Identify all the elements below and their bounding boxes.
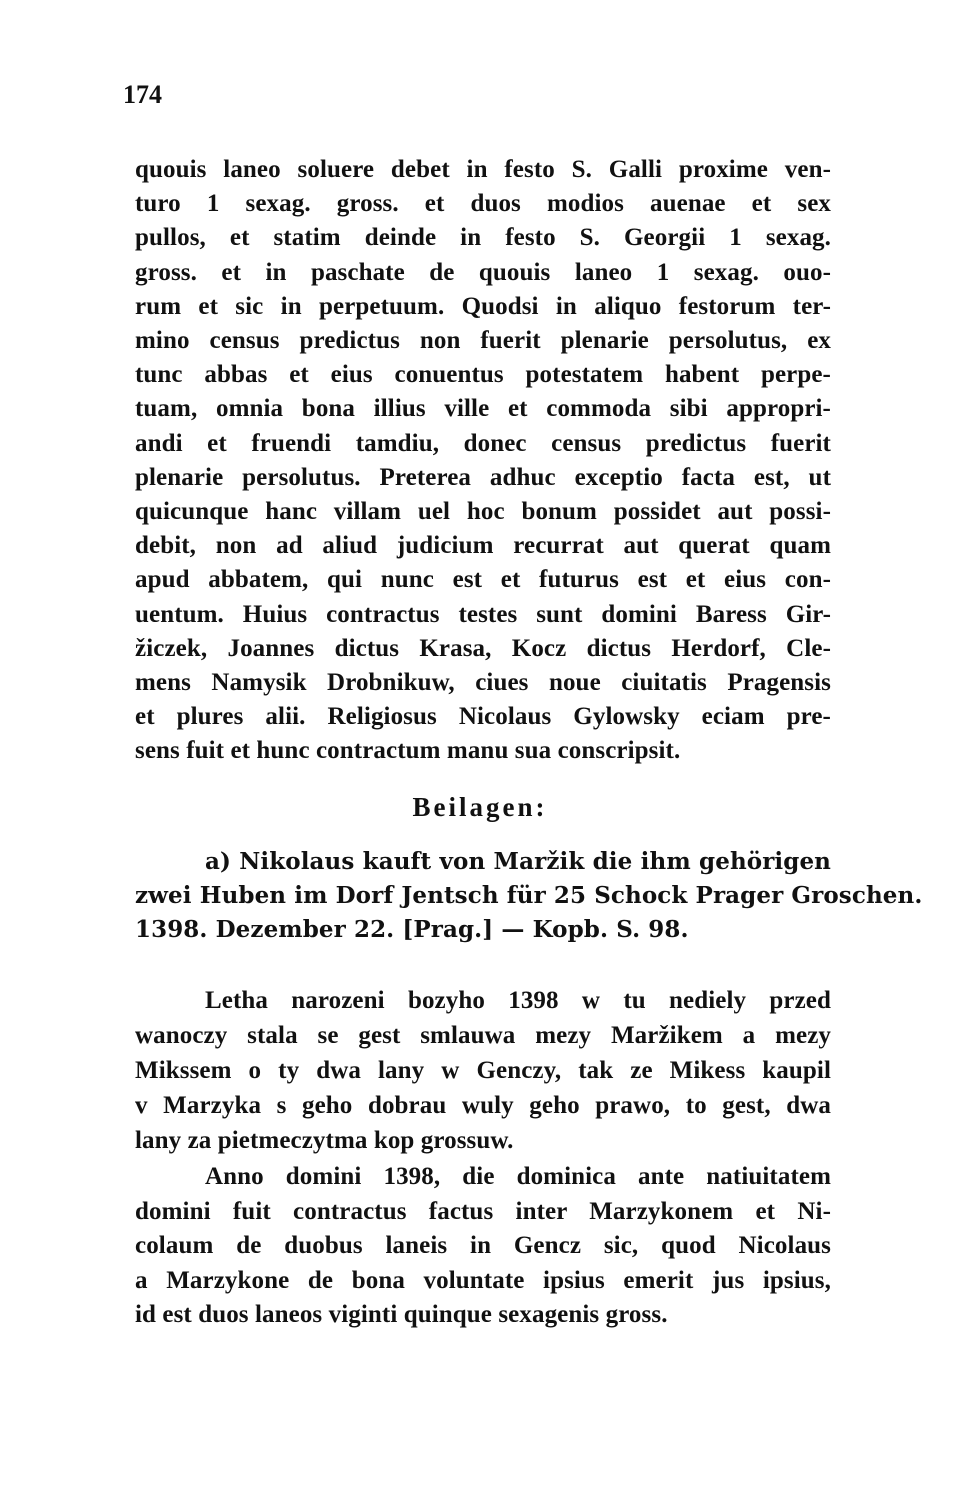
text-line: quouis laneo soluere debet in festo S. Galli proxime ven- — [135, 156, 831, 183]
text-line: andi et fruendi tamdiu, donec census predictus fuerit — [135, 429, 831, 457]
text-line: v Marzyka s geho dobrau wuly geho prawo, to gest, dwa — [135, 1092, 831, 1119]
text-line: tuam, omnia bona illius ville et commoda sibi appropri- — [135, 395, 831, 423]
text-line: gross. et in paschate de quouis laneo 1 sexag. ouo- — [135, 258, 831, 286]
text-line: lany za pietmeczytma kop grossuw. — [135, 1127, 514, 1154]
text-line: rum et sic in perpetuum. Quodsi in aliquo festorum ter- — [135, 292, 831, 320]
text-line: mens Namysik Drobnikuw, ciues noue ciuitatis Pragensis — [135, 669, 831, 697]
page-number: 174 — [123, 80, 162, 109]
text-line: a Marzykone de bona voluntate ipsius emerit jus ipsius, — [135, 1266, 831, 1294]
text-line: plenarie persolutus. Preterea adhuc exceptio facta est, ut — [135, 463, 831, 491]
section-heading: Beilagen: — [412, 792, 548, 822]
text-line: debit, non ad aliud judicium recurrat aut querat quam — [135, 532, 831, 560]
text-line: mino census predictus non fuerit plenarie persolutus, ex — [135, 327, 831, 355]
text-line: pullos, et statim deinde in festo S. Georgii 1 sexag. — [135, 224, 831, 252]
text-line: Mikssem o ty dwa lany w Genczy, tak ze Mikess kaupil — [135, 1057, 831, 1084]
text-line: a) Nikolaus kauft von Maržik die ihm gehörigen — [205, 848, 831, 875]
text-line: wanoczy stala se gest smlauwa mezy Maržikem a mezy — [135, 1022, 831, 1049]
text-line: Letha narozeni bozyho 1398 w tu nediely przed — [205, 987, 831, 1014]
latin-paragraph — [135, 1160, 831, 1333]
text-line: quicunque hanc villam uel hoc bonum possidet aut possi- — [135, 498, 831, 526]
main-latin-paragraph — [135, 153, 831, 769]
text-line: sens fuit et hunc contractum manu sua conscripsit. — [135, 737, 681, 765]
czech-paragraph — [135, 983, 831, 1158]
text-line: zwei Huben im Dorf Jentsch für 25 Schock Prager Groschen. — [135, 882, 923, 909]
text-line: turo 1 sexag. gross. et duos modios auenae et sex — [135, 190, 831, 218]
text-line: et plures alii. Religiosus Nicolaus Gylowsky eciam pre- — [135, 703, 831, 731]
text-line: žiczek, Joannes dictus Krasa, Kocz dictus Herdorf, Cle- — [135, 634, 831, 662]
regest-paragraph — [135, 845, 923, 947]
text-line: Anno domini 1398, die dominica ante natiuitatem — [205, 1163, 831, 1190]
text-line: domini fuit contractus factus inter Marzykonem et Ni- — [135, 1197, 831, 1225]
text-line: apud abbatem, qui nunc est et futurus est et eius con- — [135, 566, 831, 594]
text-line: colaum de duobus laneis in Gencz sic, quod Nicolaus — [135, 1232, 831, 1259]
text-line: id est duos laneos viginti quinque sexagenis gross. — [135, 1301, 668, 1328]
text-line: tunc abbas et eius conuentus potestatem habent perpe- — [135, 361, 831, 389]
text-line: uentum. Huius contractus testes sunt domini Baress Gir- — [135, 600, 831, 628]
text-line: 1398. Dezember 22. [Prag.] — Kopb. S. 98. — [135, 916, 689, 943]
